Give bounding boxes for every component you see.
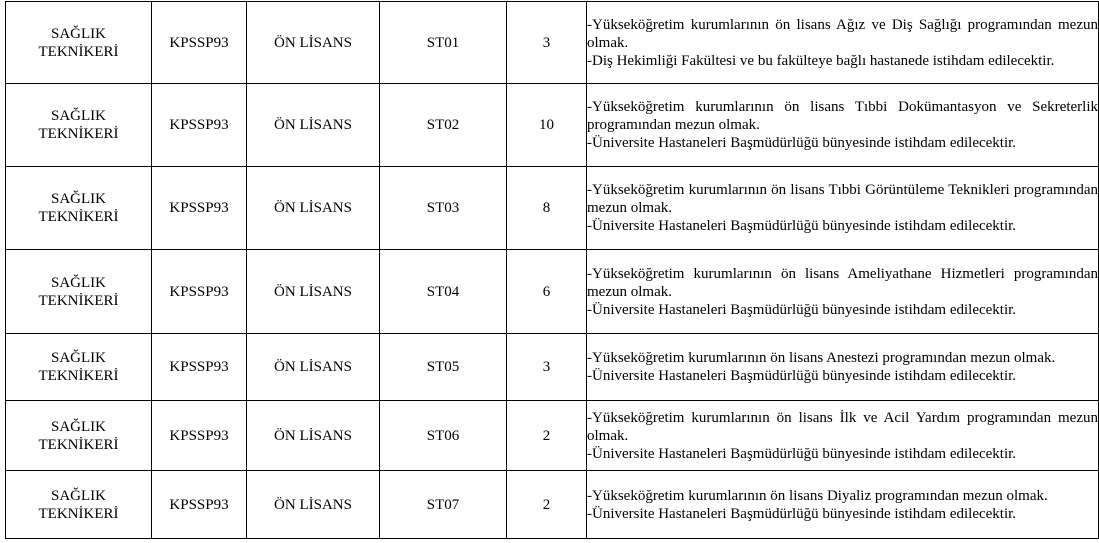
table-row xyxy=(6,2,1099,84)
position-title-line2: TEKNİKERİ xyxy=(38,209,119,225)
position-title-line1: SAĞLIK xyxy=(51,418,106,435)
position-code-cell: ST06 xyxy=(380,401,507,471)
employment-note: -Üniversite Hastaneleri Başmüdürlüğü bünyesinde istihdam edilecektir. xyxy=(587,445,1017,462)
table-row xyxy=(6,334,1099,401)
education-level-cell: ÖN LİSANS xyxy=(247,250,380,334)
requirement-text: -Yükseköğretim kurumlarının ön lisans Anestezi programından mezun olmak. xyxy=(587,350,1056,366)
employment-note: -Üniversite Hastaneleri Başmüdürlüğü bünyesinde istihdam edilecektir. xyxy=(587,505,1017,522)
table-row xyxy=(6,250,1099,334)
position-title-line2: TEKNİKERİ xyxy=(38,368,119,384)
quota-cell: 3 xyxy=(507,2,587,84)
position-title-cell xyxy=(6,334,152,401)
education-level-cell: ÖN LİSANS xyxy=(247,334,380,401)
qualification-cell xyxy=(587,250,1099,334)
requirement-text: -Yükseköğretim kurumlarının ön lisans Tıbbi Görüntüleme Teknikleri programından mezun olmak. xyxy=(587,182,1098,216)
quota-cell: 2 xyxy=(507,401,587,471)
quota-cell: 8 xyxy=(507,167,587,250)
requirement-text: -Yükseköğretim kurumlarının ön lisans Diyaliz programından mezun olmak. xyxy=(587,487,1048,504)
position-title-cell xyxy=(6,401,152,471)
table-row xyxy=(6,167,1099,250)
position-title-line1: SAĞLIK xyxy=(51,487,106,504)
position-title-cell xyxy=(6,2,152,84)
position-title-line1: SAĞLIK xyxy=(51,274,106,291)
position-title-line1: SAĞLIK xyxy=(51,25,106,42)
employment-note: -Üniversite Hastaneleri Başmüdürlüğü bünyesinde istihdam edilecektir. xyxy=(587,135,1017,151)
requirement-text: -Yükseköğretim kurumlarının ön lisans Tıbbi Dokümantasyon ve Sekreterlik programından mezun olmak. xyxy=(587,99,1098,133)
position-code-cell: ST04 xyxy=(380,250,507,334)
positions-table xyxy=(5,1,1099,539)
position-title-line2: TEKNİKERİ xyxy=(38,505,119,522)
position-title-cell xyxy=(6,84,152,167)
exam-type-cell: KPSSP93 xyxy=(152,471,247,539)
education-level-cell: ÖN LİSANS xyxy=(247,471,380,539)
exam-type-cell: KPSSP93 xyxy=(152,250,247,334)
position-title-line2: TEKNİKERİ xyxy=(38,436,119,453)
employment-note: -Üniversite Hastaneleri Başmüdürlüğü bünyesinde istihdam edilecektir. xyxy=(587,218,1017,234)
position-title-cell xyxy=(6,471,152,539)
employment-note: -Üniversite Hastaneleri Başmüdürlüğü bünyesinde istihdam edilecektir. xyxy=(587,368,1017,384)
qualification-cell xyxy=(587,2,1099,84)
education-level-cell: ÖN LİSANS xyxy=(247,2,380,84)
exam-type-cell: KPSSP93 xyxy=(152,401,247,471)
position-title-line2: TEKNİKERİ xyxy=(38,292,119,309)
qualification-cell xyxy=(587,401,1099,471)
quota-cell: 2 xyxy=(507,471,587,539)
education-level-cell: ÖN LİSANS xyxy=(247,167,380,250)
position-title-line1: SAĞLIK xyxy=(51,350,106,366)
position-title-cell xyxy=(6,250,152,334)
table-row xyxy=(6,401,1099,471)
position-title-line2: TEKNİKERİ xyxy=(38,126,119,142)
qualification-cell xyxy=(587,167,1099,250)
quota-cell: 6 xyxy=(507,250,587,334)
requirement-text: -Yükseköğretim kurumlarının ön lisans Ameliyathane Hizmetleri programından mezun olmak. xyxy=(587,265,1098,300)
requirement-text: -Yükseköğretim kurumlarının ön lisans İlk ve Acil Yardım programından mezun olmak. xyxy=(587,409,1098,444)
table-row xyxy=(6,471,1099,539)
position-code-cell: ST07 xyxy=(380,471,507,539)
exam-type-cell: KPSSP93 xyxy=(152,167,247,250)
position-code-cell: ST03 xyxy=(380,167,507,250)
education-level-cell: ÖN LİSANS xyxy=(247,84,380,167)
employment-note: -Diş Hekimliği Fakültesi ve bu fakülteye bağlı hastanede istihdam edilecektir. xyxy=(587,52,1055,69)
position-title-line1: SAĞLIK xyxy=(51,191,106,207)
qualification-cell xyxy=(587,471,1099,539)
education-level-cell: ÖN LİSANS xyxy=(247,401,380,471)
position-title-line2: TEKNİKERİ xyxy=(38,43,119,60)
exam-type-cell: KPSSP93 xyxy=(152,334,247,401)
position-title-cell xyxy=(6,167,152,250)
quota-cell: 3 xyxy=(507,334,587,401)
position-code-cell: ST01 xyxy=(380,2,507,84)
table-row xyxy=(6,84,1099,167)
exam-type-cell: KPSSP93 xyxy=(152,84,247,167)
qualification-cell xyxy=(587,334,1099,401)
quota-cell: 10 xyxy=(507,84,587,167)
employment-note: -Üniversite Hastaneleri Başmüdürlüğü bünyesinde istihdam edilecektir. xyxy=(587,301,1017,318)
exam-type-cell: KPSSP93 xyxy=(152,2,247,84)
position-code-cell: ST02 xyxy=(380,84,507,167)
position-title-line1: SAĞLIK xyxy=(51,108,106,124)
requirement-text: -Yükseköğretim kurumlarının ön lisans Ağız ve Diş Sağlığı programından mezun olmak. xyxy=(587,16,1098,51)
qualification-cell xyxy=(587,84,1099,167)
position-code-cell: ST05 xyxy=(380,334,507,401)
